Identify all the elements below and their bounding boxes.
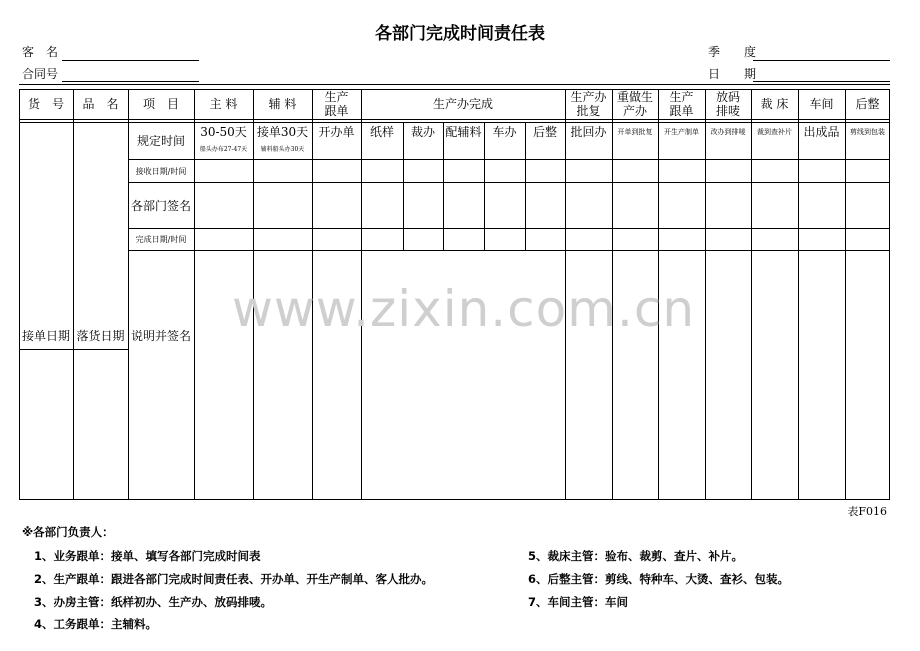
aux-days: 接单30天	[256, 125, 309, 139]
note-item: 5、裁床主管：验布、裁剪、查片、补片。	[528, 549, 743, 563]
spec-approve: 批回办	[570, 125, 607, 139]
col-marking: 放码排唛	[715, 90, 740, 118]
note-item: 7、车间主管：车间	[528, 595, 629, 609]
notes-heading: ※各部门负责人：	[22, 525, 114, 539]
spec-out: 出成品	[803, 125, 840, 139]
row-explain: 说明并签名	[130, 329, 191, 343]
note-item: 3、办房主管：纸样初办、生产办、放码排唛。	[34, 595, 272, 609]
note-item: 1、业务跟单：接单、填写各部门完成时间表	[34, 549, 261, 563]
col-redo: 重做生产办	[616, 90, 653, 118]
customer-label: 客 名	[22, 45, 59, 59]
spec-open-to-approve: 开单到批复	[617, 127, 653, 136]
spec-paper-sample: 纸样	[369, 125, 394, 139]
ship-date-label: 落货日期	[76, 329, 125, 343]
col-main-material: 主 料	[209, 97, 238, 111]
spec-change-to-mark: 改办到排唛	[710, 127, 746, 136]
spec-cut-to-patch: 裁到查补片	[757, 127, 792, 136]
spec-cut: 裁办	[410, 125, 435, 139]
col-prod-approve: 生产办批复	[570, 90, 607, 118]
row-spec-time: 规定时间	[136, 133, 185, 148]
col-prod-office-done: 生产办完成	[432, 97, 493, 111]
spec-sew: 车办	[492, 125, 517, 139]
spec-match-aux: 配辅料	[445, 125, 482, 139]
spec-open-order: 开办单	[318, 125, 355, 139]
row-sign: 各部门签名	[130, 198, 191, 213]
note-item: 6、后整主管：剪线、特种车、大烫、查衫、包装。	[528, 572, 789, 586]
top-rule	[19, 84, 890, 85]
order-date-label: 接单日期	[21, 329, 70, 343]
row-recv-date: 接收日期/时间	[135, 166, 187, 176]
col-prod-follow-2: 生产跟单	[669, 90, 694, 118]
col-project: 项 目	[142, 97, 179, 111]
col-prod-follow: 生产跟单	[324, 90, 349, 118]
row-done-date: 完成日期/时间	[135, 235, 187, 244]
form-code: 表F016	[847, 505, 887, 518]
col-workshop: 车间	[809, 97, 834, 111]
contract-label: 合同号	[22, 67, 59, 81]
col-product: 品 名	[82, 97, 119, 111]
date-label: 日 期	[708, 67, 757, 81]
col-finishing: 后整	[855, 97, 880, 111]
main-days: 30-50天	[200, 125, 247, 139]
spec-finish: 后整	[532, 125, 557, 139]
spec-open-prod: 开生产制单	[664, 127, 699, 136]
date-field[interactable]	[753, 81, 890, 82]
col-aux-material: 辅 料	[268, 97, 297, 111]
col-cutting: 裁 床	[760, 97, 789, 111]
watermark: www.zixin.com.cn	[232, 280, 696, 338]
main-note: 船头办布27-47天	[199, 146, 248, 153]
contract-field[interactable]	[62, 81, 199, 82]
note-item: 2、生产跟单：跟进各部门完成时间责任表、开办单、开生产制单、客人批办。	[34, 572, 433, 586]
spec-trim-pack: 剪线到包装	[850, 127, 885, 136]
season-label: 季 度	[708, 45, 757, 59]
col-item-no: 货 号	[27, 97, 64, 111]
aux-note: 辅料船头办30天	[260, 146, 305, 153]
season-field[interactable]	[753, 60, 890, 61]
customer-field[interactable]	[62, 60, 199, 61]
note-item: 4、工务跟单：主辅料。	[34, 617, 158, 631]
page-title: 各部门完成时间责任表	[375, 24, 545, 44]
